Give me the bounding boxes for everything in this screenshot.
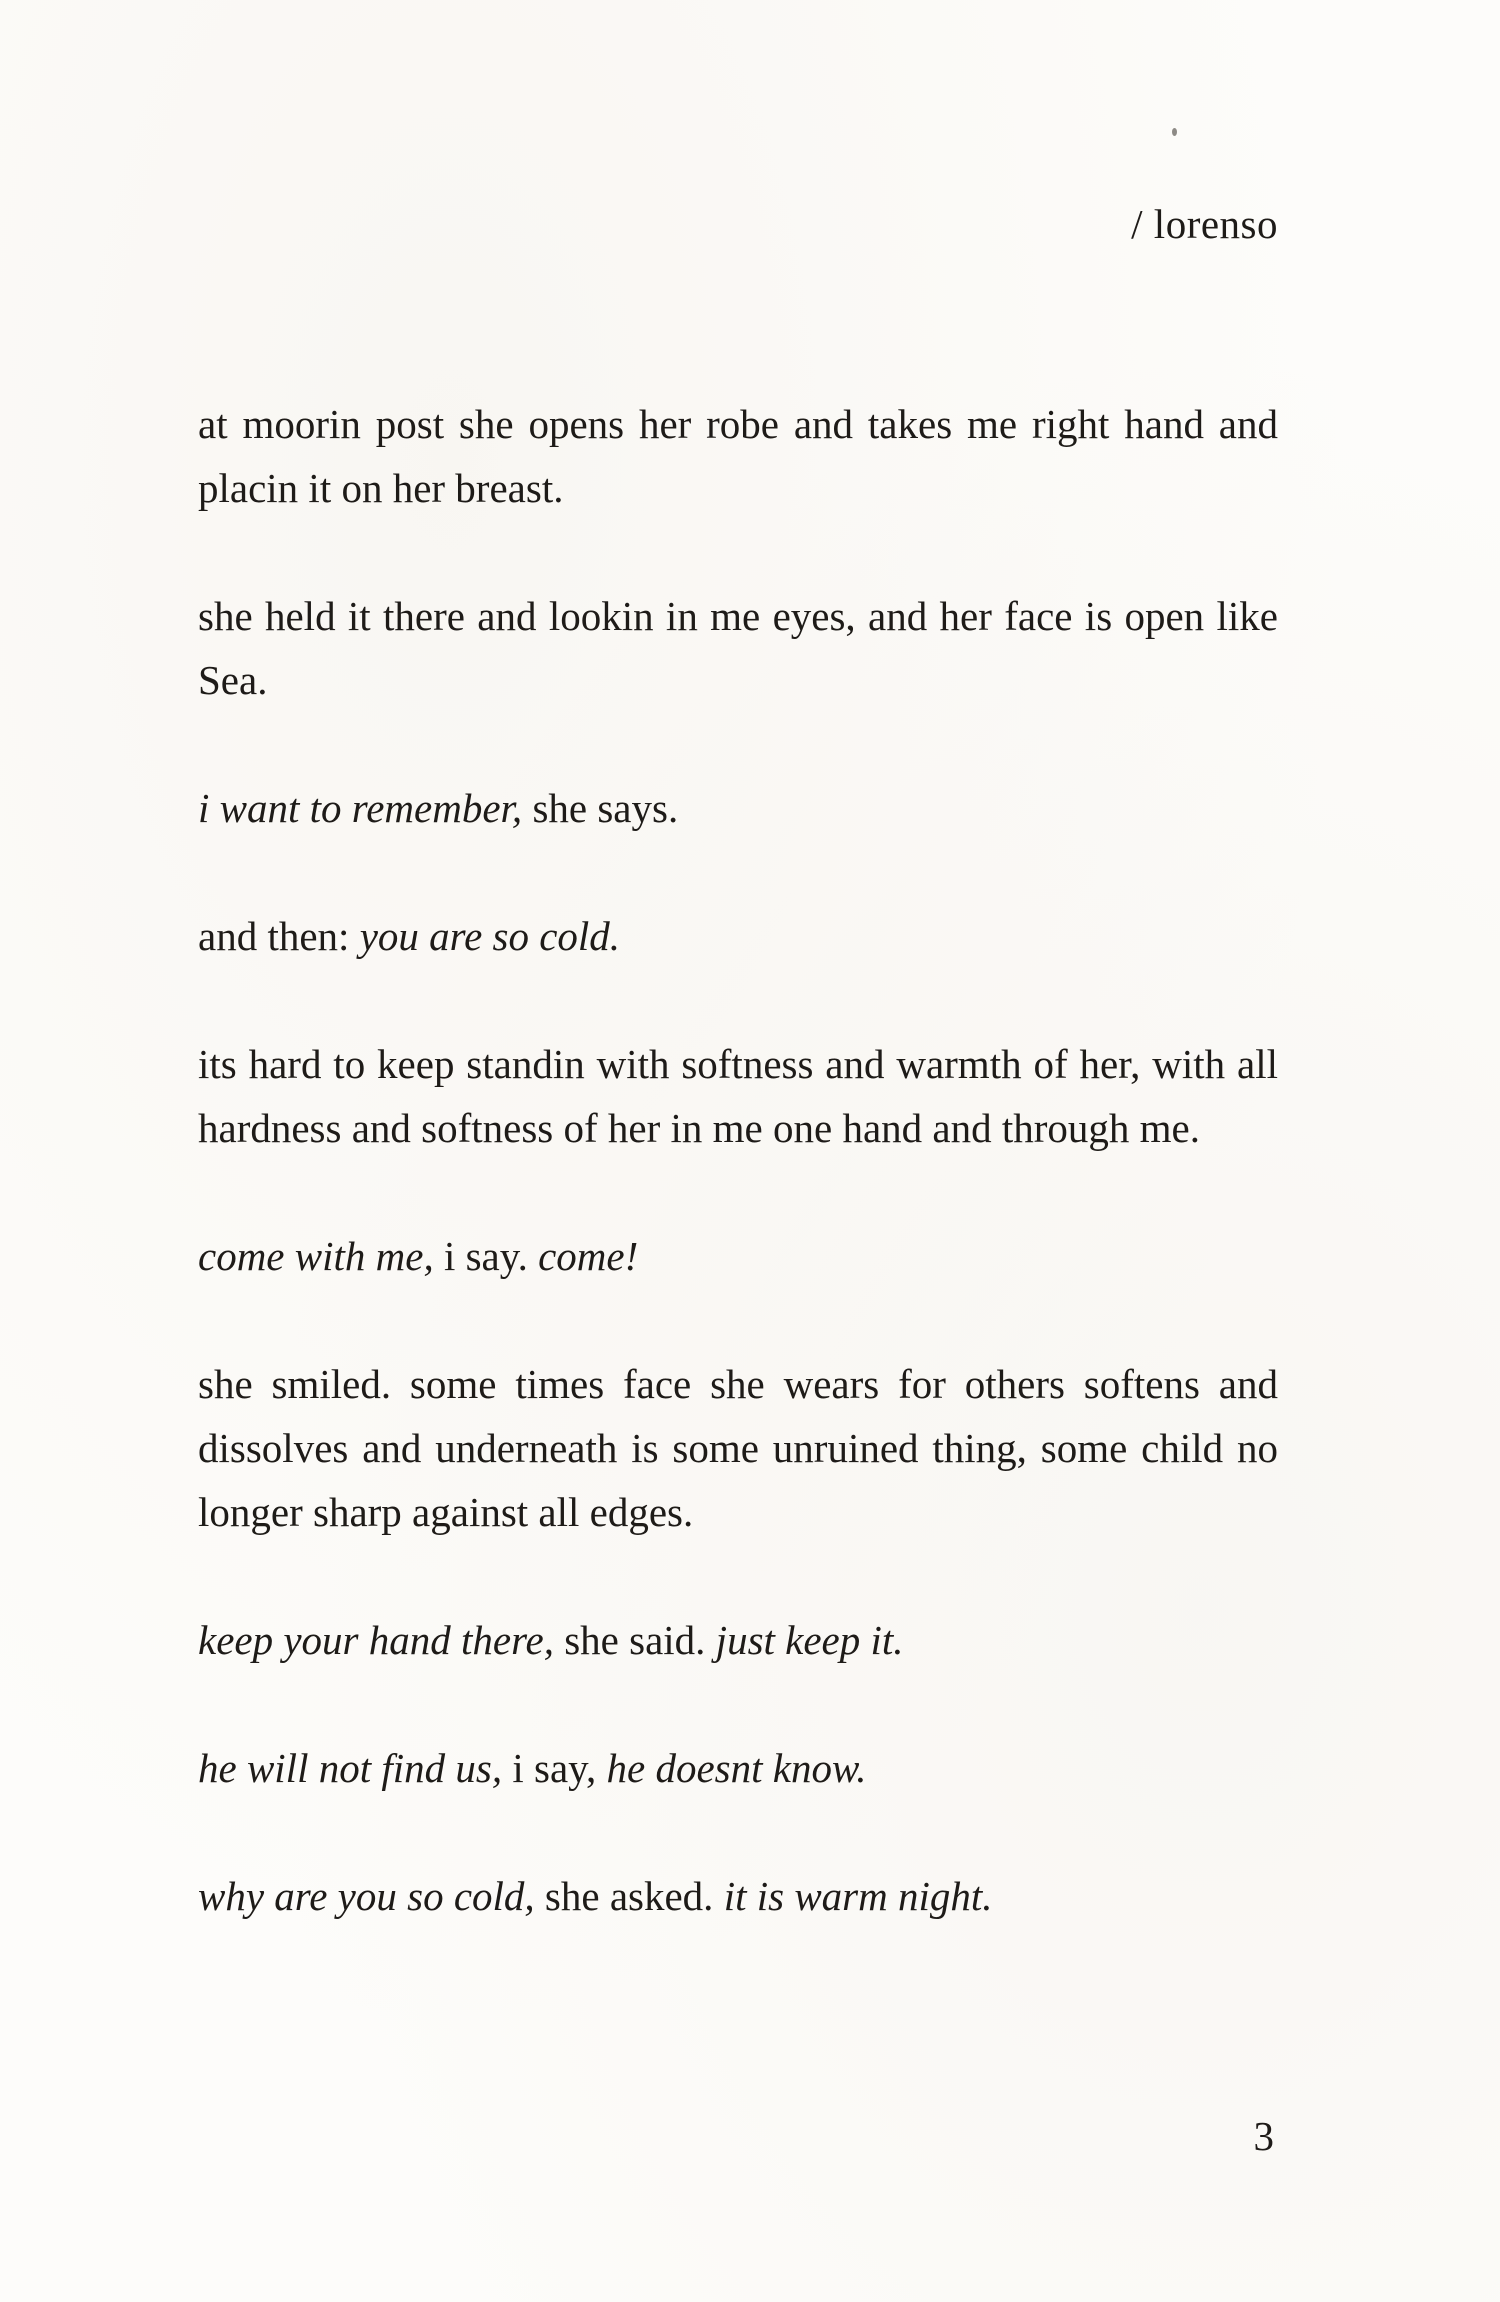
running-head: / lorenso xyxy=(1131,201,1278,247)
text-run: she asked. xyxy=(534,1873,724,1919)
page-number: 3 xyxy=(1253,2113,1274,2159)
body-text xyxy=(198,392,1278,1992)
paragraph xyxy=(198,1352,1278,1544)
text-run: i say. xyxy=(433,1233,539,1279)
text-run: she smiled. some times face she wears for others softens and dissolves and underneath is some unruined thing, some child no longer sharp against all edges. xyxy=(198,1361,1278,1535)
italic-text: you are so cold. xyxy=(359,913,621,959)
paragraph xyxy=(198,1608,1278,1672)
scan-speck xyxy=(1172,128,1177,136)
italic-text: come with me, xyxy=(198,1233,434,1279)
italic-text: keep your hand there, xyxy=(198,1617,554,1663)
paragraph xyxy=(198,1736,1278,1800)
text-run: its hard to keep standin with softness and warmth of her, with all hardness and softness of her in me one hand and through me. xyxy=(198,1041,1278,1151)
text-run: i say, xyxy=(502,1745,607,1791)
italic-text: he will not find us, xyxy=(198,1745,503,1791)
italic-text: why are you so cold, xyxy=(198,1873,535,1919)
italic-text: he doesnt know. xyxy=(606,1745,867,1791)
paragraph xyxy=(198,776,1278,840)
italic-text: it is warm night. xyxy=(723,1873,993,1919)
paragraph xyxy=(198,1864,1278,1928)
paragraph xyxy=(198,904,1278,968)
text-run: and then: xyxy=(198,913,360,959)
paragraph xyxy=(198,584,1278,712)
italic-text: i want to remember, xyxy=(198,785,523,831)
text-run: she said. xyxy=(553,1617,716,1663)
italic-text: just keep it. xyxy=(715,1617,904,1663)
italic-text: come! xyxy=(538,1233,639,1279)
text-run: at moorin post she opens her robe and takes me right hand and placin it on her breast. xyxy=(198,401,1278,511)
paragraph xyxy=(198,1224,1278,1288)
paragraph xyxy=(198,392,1278,520)
text-run: she says. xyxy=(522,785,679,831)
text-run: she held it there and lookin in me eyes, and her face is open like Sea. xyxy=(198,593,1278,703)
paragraph xyxy=(198,1032,1278,1160)
